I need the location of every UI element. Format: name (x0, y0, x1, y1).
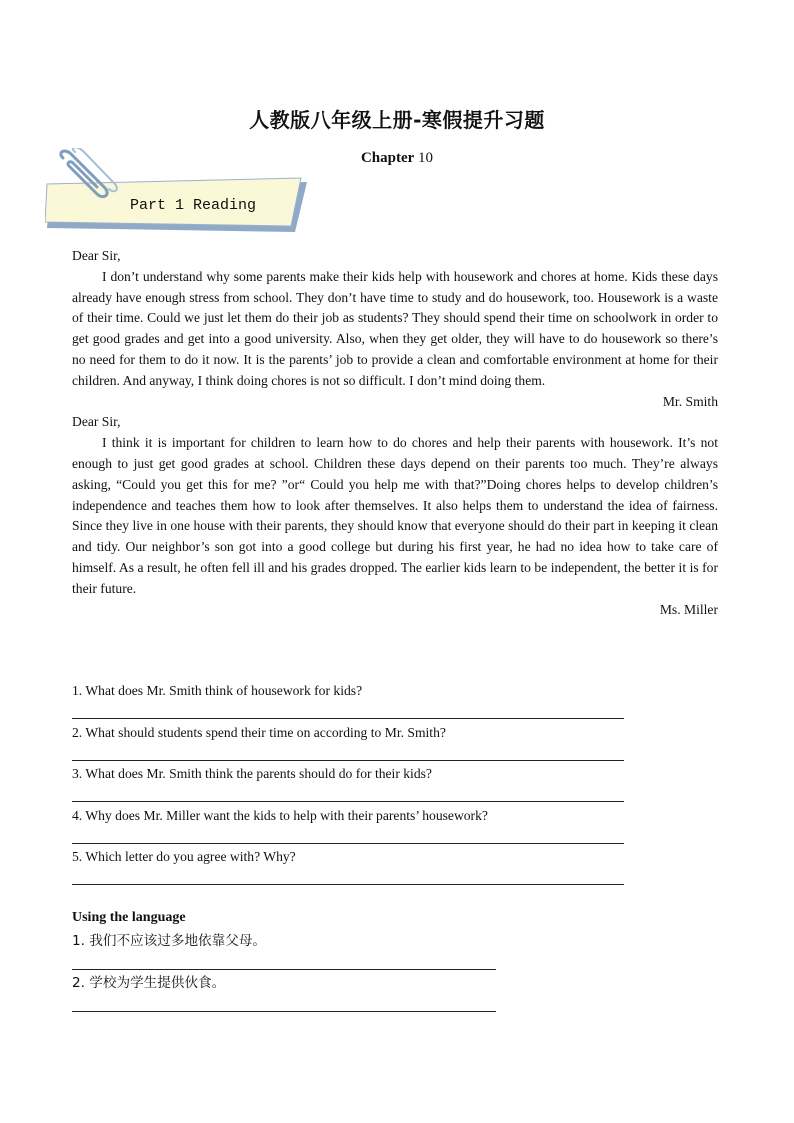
translation-item (72, 972, 512, 1014)
chapter-label: Chapter (360, 150, 415, 166)
question-text: 3. What does Mr. Smith think the parents should do for their kids? (72, 766, 432, 781)
letter-2-body: I think it is important for children to learn how to do chores and help their parents with housework. It’s not enough to just get good grades at school. Children these days depend on their parents too much. They’re always asking, “Could you get this for me? ”or“ Could you help me with that?”Doing chores helps to develop children’s independence and teaches them how to look after themselves. It also helps them to understand the idea of fairness. Since they live in one house with their parents, they should know that everyone should do their part in keeping it clean and tidy. Our neighbor’s son got into a good college but during his first year, he had no idea how to take care of himself. As a result, he often fell ill and his grades dropped. The earlier kids learn to be independent, the better it is for their future. (72, 435, 718, 596)
banner-label: Part 1 Reading (130, 197, 257, 214)
letter-1-body: I don’t understand why some parents make their kids help with housework and chores at home. Kids these days already have enough stress from school. They don’t have time to study and do housework, too. Housework is a waste of their time. Could we just let them do their job as students? They should spend their time on schoolwork in order to get good grades and get into a good university. Also, when they get older, they will have to do housework so there’s no need for them to do it now. It is the parents’ job to provide a clean and comfortable environment at home for their children. And anyway, I think doing chores is not so difficult. I don’t mind doing them. (72, 268, 718, 388)
letter-2-greeting: Dear Sir, (72, 414, 121, 430)
question-item (72, 681, 632, 723)
question-item (72, 723, 632, 765)
reading-passage (72, 246, 718, 620)
question-item (72, 847, 632, 889)
question-text: 1. What does Mr. Smith think of housework for kids? (72, 683, 363, 698)
letter-1-greeting: Dear Sir, (72, 248, 121, 263)
chapter-number: 10 (418, 150, 434, 166)
question-item (72, 764, 632, 806)
using-language-heading: Using the language (72, 910, 186, 925)
answer-line[interactable] (72, 718, 624, 719)
translation-prompt: 2. 学校为学生提供伙食。 (72, 975, 226, 991)
question-list (72, 681, 632, 889)
answer-line[interactable] (72, 843, 624, 844)
question-item (72, 806, 632, 848)
answer-line[interactable] (72, 969, 496, 970)
translation-item (72, 930, 512, 972)
answer-line[interactable] (72, 801, 624, 802)
letter-2-signature: Ms. Miller (659, 601, 718, 617)
page-title: 人教版八年级上册-寒假提升习题 (249, 108, 545, 132)
translation-list (72, 930, 512, 1014)
question-text: 5. Which letter do you agree with? Why? (72, 849, 296, 864)
paperclip-banner (45, 148, 310, 233)
question-text: 4. Why does Mr. Miller want the kids to help with their parents’ housework? (72, 807, 488, 823)
letter-1-signature: Mr. Smith (662, 393, 718, 409)
question-text: 2. What should students spend their time on according to Mr. Smith? (72, 724, 446, 740)
answer-line[interactable] (72, 884, 624, 885)
translation-prompt: 1. 我们不应该过多地依靠父母。 (72, 933, 267, 949)
answer-line[interactable] (72, 1011, 496, 1012)
answer-line[interactable] (72, 760, 624, 761)
